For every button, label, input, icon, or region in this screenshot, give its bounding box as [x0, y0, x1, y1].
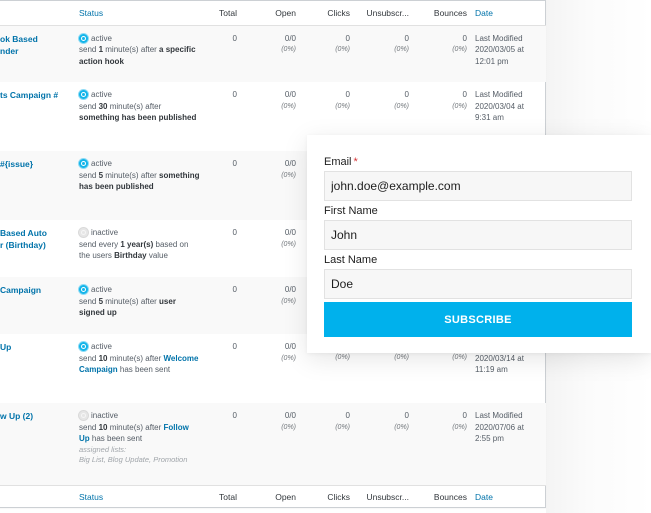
column-header-bounces: Bounces: [413, 1, 471, 25]
campaign-reference-link[interactable]: Follow Up: [79, 422, 189, 443]
active-status-icon: [79, 342, 88, 351]
footer-header-open: Open: [241, 485, 300, 508]
status-text: inactive: [91, 411, 119, 420]
campaign-reference-link[interactable]: Welcome Campaign: [79, 353, 199, 374]
bounces-cell: 0 (0%): [413, 403, 471, 485]
status-text: active: [91, 159, 112, 168]
total-cell: 0: [205, 151, 241, 220]
active-status-icon: [79, 285, 88, 294]
column-header-date[interactable]: Date: [471, 1, 546, 25]
total-cell: 0: [205, 277, 241, 334]
clicks-cell: 0 (0%): [335, 90, 350, 110]
campaign-title-link[interactable]: [0, 89, 71, 101]
first-name-field[interactable]: [324, 220, 632, 250]
active-status-icon: [79, 159, 88, 168]
subscribe-button[interactable]: SUBSCRIBE: [324, 302, 632, 337]
first-name-label: First Name: [324, 205, 378, 217]
total-cell: 0: [205, 403, 241, 485]
send-description: send 10 minute(s) after Welcome Campaign has been sent: [79, 353, 199, 374]
total-cell: 0: [232, 342, 237, 351]
unsub-cell: 0 (0%): [354, 403, 413, 485]
campaign-title-link[interactable]: [0, 227, 71, 251]
bounces-cell: 0 (0%): [452, 90, 467, 110]
unsub-cell: 0 (0%): [394, 90, 409, 110]
table-header-row: [0, 1, 546, 25]
footer-header-unsubscribes: Unsubscr...: [354, 485, 413, 508]
send-description: send 10 minute(s) after Follow Up has been sent: [79, 422, 189, 443]
table-row: [0, 403, 546, 485]
status-text: active: [91, 90, 112, 99]
active-status-icon: [79, 90, 88, 99]
column-header-status[interactable]: Status: [75, 1, 205, 25]
open-cell: 0/0 (0%): [241, 277, 300, 334]
table-row: [0, 25, 546, 82]
footer-header-status[interactable]: Status: [75, 485, 205, 508]
open-cell: 0/0 (0%): [241, 25, 300, 82]
campaign-title-link[interactable]: [0, 158, 71, 170]
send-description: send 30 minute(s) after something has been published: [79, 101, 197, 122]
column-header-title[interactable]: [0, 1, 75, 25]
date-cell: Last Modified 2020/03/05 at 12:01 pm: [471, 25, 546, 82]
send-description: send 1 minute(s) after a specific action hook: [79, 45, 196, 66]
title-line: w Up (2): [0, 411, 34, 421]
unsub-cell: (0%): [394, 354, 409, 361]
title-line: #{issue}: [0, 159, 34, 169]
title-line: Based Auto: [0, 228, 47, 238]
total-cell: 0: [232, 228, 237, 237]
send-description: send 5 minute(s) after user signed up: [79, 296, 176, 317]
footer-header-title[interactable]: [0, 485, 75, 508]
active-status-icon: [79, 34, 88, 43]
date-cell: Last Modified 2020/03/04 at 9:31 am: [475, 90, 524, 122]
bounces-cell: 0 (0%): [413, 25, 471, 82]
status-text: active: [91, 285, 112, 294]
inactive-status-icon: [79, 411, 88, 420]
footer-header-bounces: Bounces: [413, 485, 471, 508]
campaign-title-link[interactable]: [0, 341, 71, 353]
title-line: r (Birthday): [0, 240, 46, 250]
total-cell: 0: [232, 90, 237, 99]
column-header-open: Open: [241, 1, 300, 25]
last-name-field[interactable]: [324, 269, 632, 299]
date-cell: Last Modified 2020/07/06 at 2:55 pm: [471, 403, 546, 485]
inactive-status-icon: [79, 228, 88, 237]
status-text: active: [91, 33, 112, 43]
bounces-cell: (0%): [452, 354, 467, 361]
column-header-clicks: Clicks: [300, 1, 354, 25]
campaign-title-link[interactable]: [0, 410, 71, 422]
footer-header-date[interactable]: Date: [471, 485, 546, 508]
email-label: Email *: [324, 156, 358, 168]
column-header-total: Total: [205, 1, 241, 25]
required-asterisk: *: [353, 156, 358, 168]
clicks-cell: 0 (0%): [300, 25, 354, 82]
clicks-cell: 0 (0%): [300, 403, 354, 485]
send-description: send 5 minute(s) after something has been published: [79, 170, 200, 191]
open-cell: 0/0 (0%): [281, 90, 296, 110]
table-footer-row: [0, 485, 546, 508]
title-line: ok Based: [0, 33, 38, 44]
send-description: send every 1 year(s) based on the users Birthday value: [79, 239, 189, 260]
email-field[interactable]: [324, 171, 632, 201]
status-text: active: [91, 342, 112, 351]
title-line: nder: [0, 45, 19, 56]
total-cell: 0: [205, 25, 241, 82]
assigned-lists: assigned lists: Big List, Blog Update, Promotion: [79, 444, 188, 464]
title-line: Up: [0, 342, 12, 352]
title-line: Campaign: [0, 285, 42, 295]
clicks-cell: (0%): [335, 354, 350, 361]
last-name-label: Last Name: [324, 254, 378, 266]
open-cell: 0/0 (0%): [281, 228, 296, 248]
open-cell: 0/0 (0%): [241, 151, 300, 220]
footer-header-total: Total: [205, 485, 241, 508]
open-cell: 0/0 (0%): [281, 342, 296, 362]
date-cell: 2020/03/14 at 11:19 am: [475, 353, 524, 374]
campaign-title-link[interactable]: [0, 33, 71, 57]
campaign-title-link[interactable]: [0, 284, 71, 296]
subscription-form: [307, 135, 651, 353]
column-header-unsubscribes: Unsubscr...: [354, 1, 413, 25]
unsub-cell: 0 (0%): [354, 25, 413, 82]
footer-header-clicks: Clicks: [300, 485, 354, 508]
title-line: ts Campaign #: [0, 90, 59, 100]
status-text: inactive: [91, 228, 119, 237]
open-cell: 0/0 (0%): [241, 403, 300, 485]
